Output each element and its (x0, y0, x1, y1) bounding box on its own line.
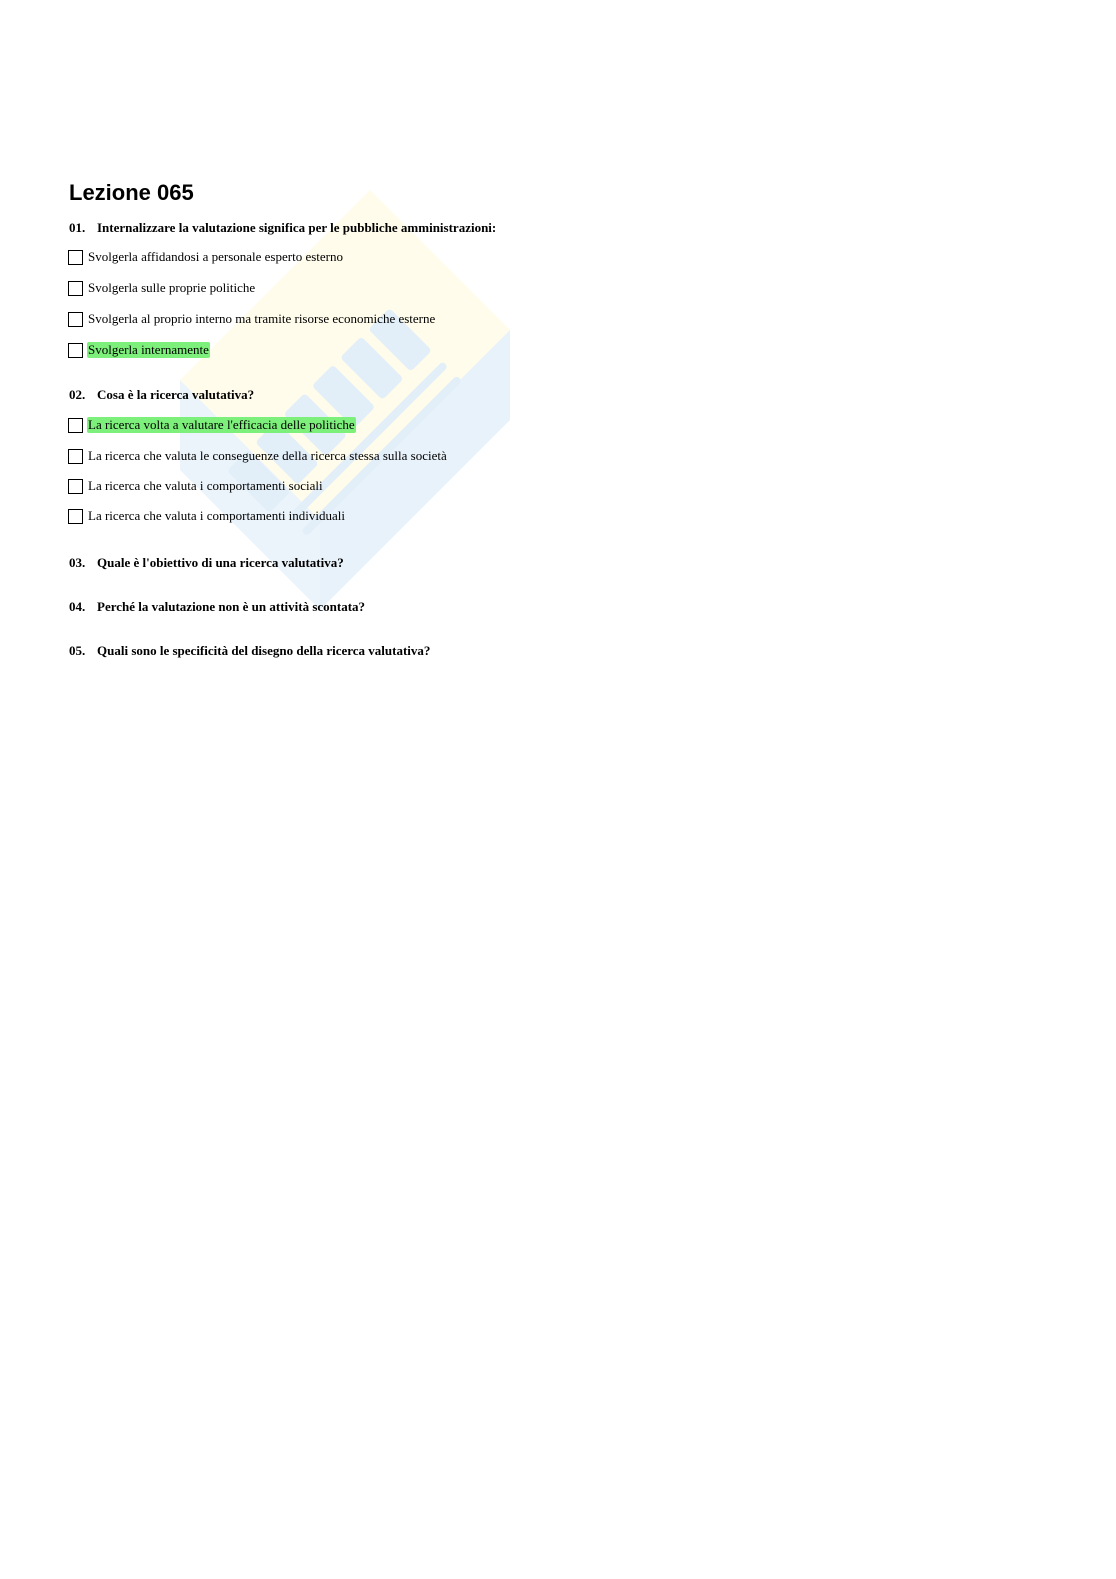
checkbox[interactable] (68, 509, 83, 524)
question-number: 01. (69, 220, 86, 235)
answer-option[interactable] (68, 477, 324, 495)
checkbox[interactable] (68, 418, 83, 433)
question-01 (69, 220, 496, 236)
option-label-highlighted: Svolgerla internamente (88, 342, 209, 357)
question-text: Internalizzare la valutazione significa per le pubbliche amministrazioni: (97, 220, 497, 235)
option-label: Svolgerla al proprio interno ma tramite risorse economiche esterne (88, 311, 436, 326)
checkbox[interactable] (68, 479, 83, 494)
answer-option-correct[interactable] (68, 341, 210, 359)
checkbox[interactable] (68, 312, 83, 327)
checkbox[interactable] (68, 250, 83, 265)
option-label: La ricerca che valuta i comportamenti individuali (88, 508, 346, 523)
option-label-highlighted: La ricerca volta a valutare l'efficacia delle politiche (88, 417, 355, 432)
option-label: La ricerca che valuta le conseguenze della ricerca stessa sulla società (88, 448, 447, 463)
answer-option[interactable] (68, 447, 448, 465)
question-05 (69, 643, 430, 659)
question-number: 02. (69, 387, 86, 402)
option-label: Svolgerla affidandosi a personale esperto esterno (88, 249, 343, 264)
option-label: La ricerca che valuta i comportamenti sociali (88, 478, 323, 493)
question-02 (69, 387, 254, 403)
question-04 (69, 599, 365, 615)
page-title: Lezione 065 (69, 180, 194, 205)
question-text: Quale è l'obiettivo di una ricerca valutativa? (97, 555, 344, 570)
question-text: Perché la valutazione non è un attività scontata? (97, 599, 366, 614)
checkbox[interactable] (68, 281, 83, 296)
answer-option[interactable] (68, 507, 346, 525)
answer-option[interactable] (68, 310, 436, 328)
question-text: Quali sono le specificità del disegno della ricerca valutativa? (97, 643, 431, 658)
answer-option-correct[interactable] (68, 416, 356, 434)
answer-option[interactable] (68, 279, 256, 297)
checkbox[interactable] (68, 343, 83, 358)
question-number: 04. (69, 599, 86, 614)
question-number: 05. (69, 643, 86, 658)
question-number: 03. (69, 555, 86, 570)
answer-option[interactable] (68, 248, 344, 266)
question-03 (69, 555, 344, 571)
checkbox[interactable] (68, 449, 83, 464)
option-label: Svolgerla sulle proprie politiche (88, 280, 256, 295)
question-text: Cosa è la ricerca valutativa? (97, 387, 255, 402)
